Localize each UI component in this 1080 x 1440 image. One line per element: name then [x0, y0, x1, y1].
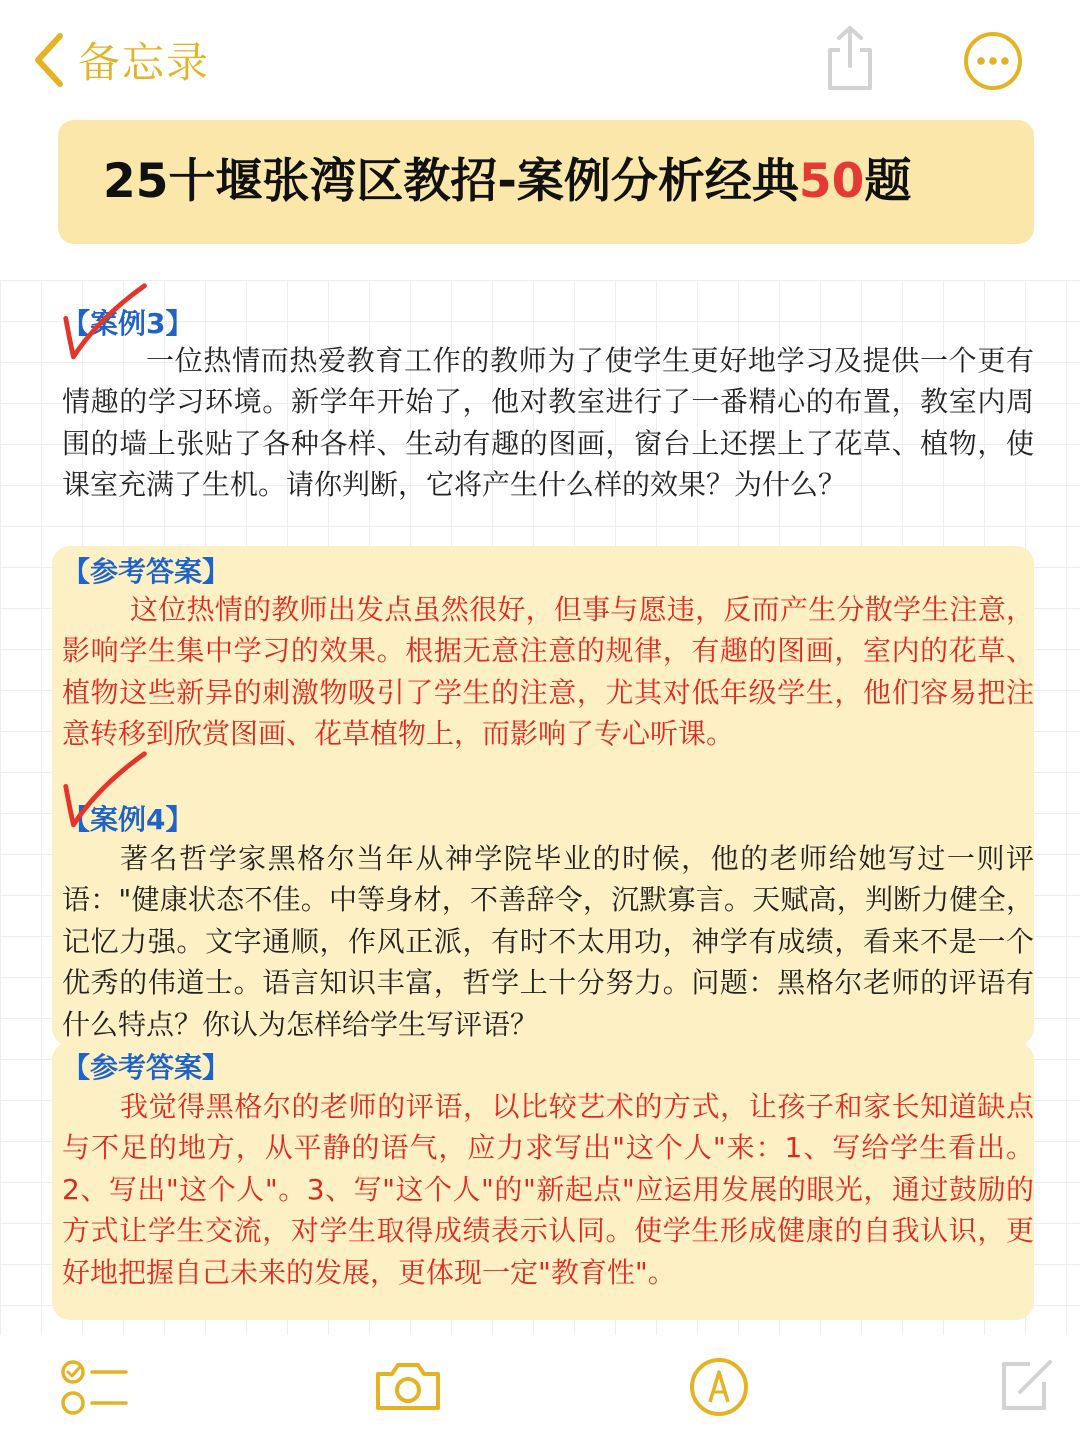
checklist-icon[interactable]: [60, 1358, 130, 1418]
case-4-tag: 【案例4】: [62, 803, 194, 836]
back-button[interactable]: [28, 28, 210, 92]
title-banner: [58, 120, 1034, 244]
title-prefix: 25十堰张湾区教招-案例分析经典: [103, 154, 799, 209]
case-4-answer: 我觉得黑格尔的老师的评语，以比较艺术的方式，让孩子和家长知道缺点与不足的地方，从平静的语气，应力求写出"这个人"来：1、写给学生看出。2、写出"这个人"。3、写"这个人"的"新起点"应运用发展的眼光，通过鼓励的方式让学生交流，对学生取得成绩表示认同。使学生形成健康的自我认识，更好地把握自己未来的发展，更体现一定"教育性"。: [62, 1090, 1034, 1289]
case-4-question: 著名哲学家黑格尔当年从神学院毕业的时候，他的老师给她写过一则评语："健康状态不佳。中等身材，不善辞令，沉默寡言。天赋高，判断力健全，记忆力强。文字通顺，作风正派，有时不太用功，神学有成绩，看来不是一个优秀的伟道士。语言知识丰富，哲学上十分努力。问题：黑格尔老师的评语有什么特点？你认为怎样给学生写评语？: [62, 842, 1034, 1041]
case-3-answer-tag: 【参考答案】: [62, 555, 231, 588]
back-label: 备忘录: [78, 38, 211, 87]
top-nav-bar: [0, 0, 1080, 120]
camera-icon[interactable]: [372, 1358, 444, 1414]
title-accent-number: 50: [798, 154, 865, 209]
compose-icon[interactable]: [996, 1356, 1056, 1416]
page-title: [103, 120, 911, 244]
case-3-tag: 【案例3】: [62, 307, 194, 340]
case-3-question: 一位热情而热爱教育工作的教师为了使学生更好地学习及提供一个更有情趣的学习环境。新学年开始了，他对教室进行了一番精心的布置，教室内周围的墙上张贴了各种各样、生动有趣的图画，窗台上还摆上了花草、植物，使课室充满了生机。请你判断，它将产生什么样的效果？为什么？: [62, 344, 1034, 502]
case-4-answer-tag: 【参考答案】: [62, 1051, 231, 1084]
note-body[interactable]: [0, 280, 1080, 1335]
ellipsis-circle-icon[interactable]: [962, 30, 1024, 92]
bottom-toolbar: [0, 1340, 1080, 1440]
case-3-answer: 这位热情的教师出发点虽然很好，但事与愿违，反而产生分散学生注意，影响学生集中学习的效果。根据无意注意的规律，有趣的图画，室内的花草、植物这些新异的刺激物吸引了学生的注意，尤其对低年级学生，他们容易把注意转移到欣赏图画、花草植物上，而影响了专心听课。: [62, 593, 1034, 751]
chevron-left-icon: [28, 30, 68, 90]
markup-pen-icon[interactable]: [688, 1356, 750, 1418]
share-icon[interactable]: [822, 24, 878, 92]
title-suffix: 题: [864, 154, 912, 209]
